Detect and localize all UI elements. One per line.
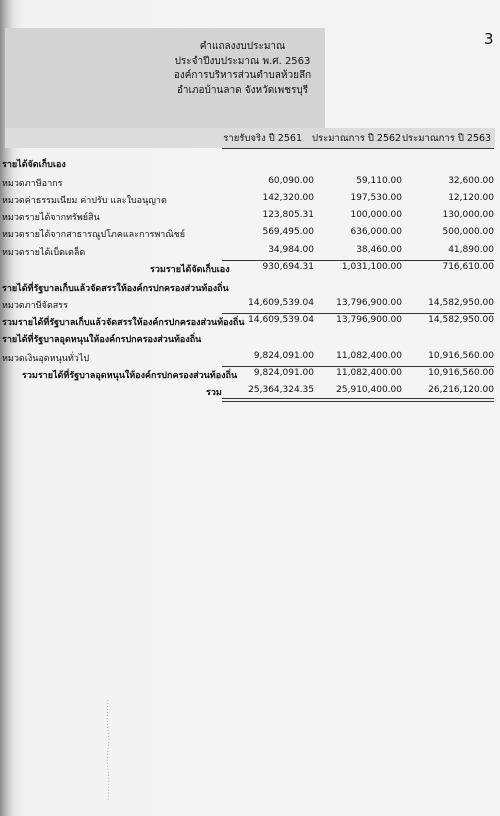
- total-rule: [222, 313, 494, 314]
- total-rule: [222, 260, 494, 261]
- cell-value: 25,910,400.00: [336, 385, 402, 395]
- cell-value: 41,890.00: [448, 245, 494, 255]
- cell-value: 14,582,950.00: [428, 315, 494, 325]
- header-rule: [222, 148, 494, 149]
- cell-value: 123,805.31: [262, 210, 314, 220]
- table-row: [0, 192, 500, 208]
- table-row: [0, 261, 500, 277]
- cell-value: 930,694.31: [262, 262, 314, 272]
- column-header-estimate-2562: ประมาณการ ปี 2562: [312, 133, 402, 144]
- table-row: [0, 331, 500, 347]
- cell-value: 60,090.00: [268, 176, 314, 186]
- table-row: [0, 314, 500, 330]
- row-label: รวมรายได้จัดเก็บเอง: [150, 265, 230, 275]
- row-label: หมวดค่าธรรมเนียม ค่าปรับ และใบอนุญาต: [2, 196, 167, 206]
- cell-value: 13,796,900.00: [336, 315, 402, 325]
- table-row: [0, 226, 500, 242]
- total-rule: [222, 366, 494, 367]
- header-title: คำแถลงงบประมาณ: [199, 41, 286, 52]
- row-label: หมวดรายได้จากทรัพย์สิน: [2, 213, 100, 223]
- cell-value: 11,082,400.00: [336, 368, 402, 378]
- cell-value: 569,495.00: [262, 227, 314, 237]
- row-label: หมวดเงินอุดหนุนทั่วไป: [2, 354, 90, 364]
- table-row: [0, 297, 500, 313]
- header-fiscal-year: ประจำปีงบประมาณ พ.ศ. 2563: [174, 55, 311, 67]
- cell-value: 59,110.00: [356, 176, 402, 186]
- row-label: รายได้จัดเก็บเอง: [2, 160, 66, 170]
- cell-value: 10,916,560.00: [428, 368, 494, 378]
- page-number: 3: [484, 30, 494, 48]
- cell-value: 14,609,539.04: [248, 298, 314, 308]
- row-label: รวม: [206, 388, 222, 398]
- cell-value: 38,460.00: [356, 245, 402, 255]
- cell-value: 9,824,091.00: [253, 351, 314, 361]
- cell-value: 11,082,400.00: [336, 351, 402, 361]
- cell-value: 9,824,091.00: [253, 368, 314, 378]
- row-label: รวมรายได้ที่รัฐบาลเก็บแล้วจัดสรรให้องค์กรปกครองส่วนท้องถิ่น: [2, 318, 245, 328]
- table-row: [0, 350, 500, 366]
- row-label: หมวดภาษีอากร: [2, 179, 63, 189]
- cell-value: 636,000.00: [350, 227, 402, 237]
- table-row: [0, 175, 500, 191]
- table-row: [0, 367, 500, 383]
- column-header-actual-2561: รายรับจริง ปี 2561: [223, 133, 302, 144]
- cell-value: 100,000.00: [350, 210, 402, 220]
- table-row: [0, 280, 500, 296]
- grand-total-double-rule: [222, 398, 494, 399]
- cell-value: 500,000.00: [442, 227, 494, 237]
- row-label: รายได้ที่รัฐบาลเก็บแล้วจัดสรรให้องค์กรปกครองส่วนท้องถิ่น: [2, 284, 229, 294]
- header-organization: องค์การบริหารส่วนตำบลห้วยลึก: [173, 70, 312, 81]
- cell-value: 716,610.00: [442, 262, 494, 272]
- cell-value: 32,600.00: [448, 176, 494, 186]
- cell-value: 12,120.00: [448, 193, 494, 203]
- cell-value: 197,530.00: [350, 193, 402, 203]
- table-row: [0, 209, 500, 225]
- cell-value: 34,984.00: [268, 245, 314, 255]
- cell-value: 25,364,324.35: [248, 385, 314, 395]
- cell-value: 26,216,120.00: [428, 385, 494, 395]
- table-row: [0, 244, 500, 260]
- cell-value: 13,796,900.00: [336, 298, 402, 308]
- table-row: [0, 156, 500, 172]
- cell-value: 142,320.00: [262, 193, 314, 203]
- grand-total-double-rule: [222, 401, 494, 402]
- row-label: รายได้ที่รัฐบาลอุดหนุนให้องค์กรปกครองส่วนท้องถิ่น: [2, 335, 202, 345]
- row-label: รวมรายได้ที่รัฐบาลอุดหนุนให้องค์กรปกครองส่วนท้องถิ่น: [22, 371, 238, 381]
- pencil-mark: [104, 700, 112, 800]
- cell-value: 130,000.00: [442, 210, 494, 220]
- cell-value: 1,031,100.00: [341, 262, 402, 272]
- header-location: อำเภอบ้านลาด จังหวัดเพชรบุรี: [176, 84, 309, 96]
- cell-value: 10,916,560.00: [428, 351, 494, 361]
- column-header-estimate-2563: ประมาณการ ปี 2563: [402, 133, 492, 144]
- row-label: หมวดรายได้จากสาธารณูปโภคและการพาณิชย์: [2, 230, 186, 240]
- cell-value: 14,609,539.04: [248, 315, 314, 325]
- document-header: [150, 40, 335, 98]
- row-label: หมวดภาษีจัดสรร: [2, 301, 68, 311]
- row-label: หมวดรายได้เบ็ดเตล็ด: [2, 248, 86, 258]
- cell-value: 14,582,950.00: [428, 298, 494, 308]
